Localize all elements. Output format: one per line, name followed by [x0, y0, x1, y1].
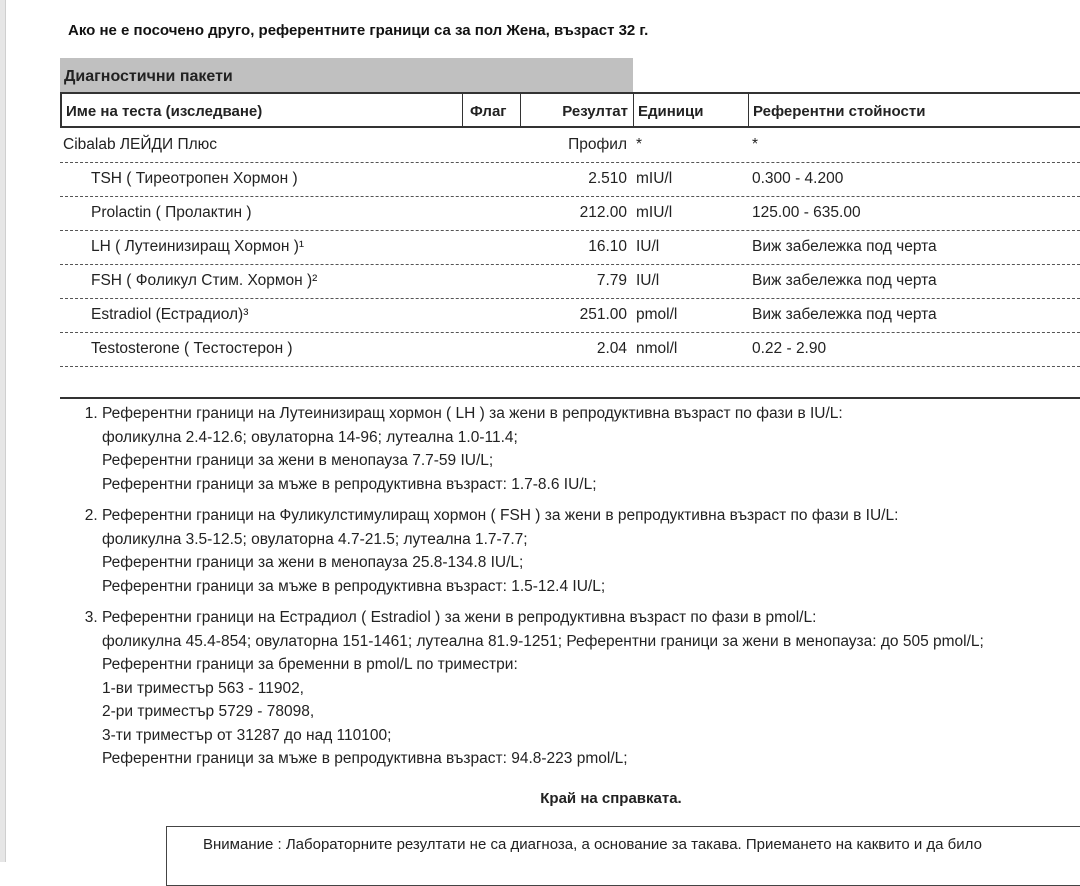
col-units: Единици — [638, 103, 704, 120]
footnote-line: 1-ви триместър 563 - 11902, — [102, 679, 304, 697]
empty-row — [60, 364, 1080, 398]
reference-note: Ако не е посочено друго, референтните граници са за пол Жена, възраст 32 г. — [68, 22, 649, 39]
divider — [520, 94, 521, 126]
footnote-line: Референтни граници за жени в менопауза 25.8-134.8 IU/L; — [102, 554, 524, 571]
units: nmol/l — [636, 340, 678, 357]
reference-range: * — [752, 136, 759, 153]
test-name: Testosterone ( Тестостерон ) — [91, 340, 293, 357]
divider — [462, 94, 463, 126]
units: pmol/l — [636, 306, 678, 323]
reference-range: Виж забележка под черта — [752, 306, 937, 323]
test-name: TSH ( Тиреотропен Хормон ) — [91, 170, 298, 187]
col-flag: Флаг — [470, 103, 507, 120]
result: 16.10 — [588, 238, 627, 255]
test-name: Estradiol (Естрадиол)³ — [91, 306, 249, 323]
units: IU/l — [636, 272, 660, 289]
footnote — [102, 504, 1080, 598]
test-name: FSH ( Фоликул Стим. Хормон )² — [91, 272, 318, 289]
result: Профил — [568, 136, 627, 153]
footnote-line: фоликулна 2.4-12.6; овулаторна 14-96; лутеална 1.0-11.4; — [102, 428, 518, 446]
footnote-line: 2. Референтни граници на Фуликулстимулиращ хормон ( FSH ) за жени в репродуктивна възраст по фази в IU/L: — [102, 507, 899, 524]
table-row — [60, 298, 1080, 333]
footnote-line: Референтни граници за бременни в pmol/L по триместри: — [102, 656, 518, 673]
table-row — [60, 196, 1080, 231]
footnote-line: Референтни граници за мъже в репродуктивна възраст: 94.8-223 pmol/L; — [102, 750, 628, 767]
footnotes — [62, 402, 1080, 779]
reference-range: Виж забележка под черта — [752, 238, 937, 255]
footnote-line: фоликулна 3.5-12.5; овулаторна 4.7-21.5; лутеална 1.7-7.7; — [102, 530, 528, 548]
table-row — [60, 128, 1080, 163]
units: mIU/l — [636, 204, 673, 221]
col-result: Резултат — [562, 103, 628, 120]
reference-range: 0.300 - 4.200 — [752, 170, 844, 187]
result: 2.510 — [588, 170, 627, 187]
table-header — [60, 92, 1080, 128]
divider — [748, 94, 749, 126]
warning-box — [166, 826, 1080, 886]
table-row — [60, 230, 1080, 265]
footnote — [102, 402, 1080, 496]
table-row — [60, 332, 1080, 367]
warning-text: Внимание : Лабораторните резултати не са диагноза, а основание за такава. Приемането на каквито и да било — [203, 836, 982, 853]
footnote-line: 2-ри триместър 5729 - 78098, — [102, 703, 315, 720]
result: 212.00 — [579, 204, 627, 221]
footnote-line: фоликулна 45.4-854; овулаторна 151-1461; лутеална 81.9-1251; Референтни граници за жени в менопауза: до 505 pmol/L; — [102, 632, 984, 650]
footnote-line: 1. Референтни граници на Лутеинизиращ хормон ( LH ) за жени в репродуктивна възраст по фази в IU/L: — [102, 405, 843, 422]
page-left-border — [0, 0, 6, 862]
result: 2.04 — [596, 340, 627, 357]
test-name: LH ( Лутеинизиращ Хормон )¹ — [91, 238, 305, 255]
footnote-line: Референтни граници за жени в менопауза 7.7-59 IU/L; — [102, 452, 494, 469]
result: 7.79 — [596, 272, 627, 289]
end-of-report: Край на справката. — [540, 790, 682, 807]
footnote-line: Референтни граници за мъже в репродуктивна възраст: 1.7-8.6 IU/L; — [102, 475, 597, 493]
footnote-line: 3-ти триместър от 31287 до над 110100; — [102, 726, 392, 744]
col-reference: Референтни стойности — [753, 103, 926, 120]
section-title: Диагностични пакети — [60, 58, 633, 92]
divider — [60, 397, 1080, 399]
divider — [633, 94, 634, 126]
footnote-line: 3. Референтни граници на Естрадиол ( Estradiol ) за жени в репродуктивна възраст по фази в pmol/L: — [102, 609, 817, 626]
footnote — [102, 606, 1080, 771]
footnote-line: Референтни граници за мъже в репродуктивна възраст: 1.5-12.4 IU/L; — [102, 577, 606, 595]
units: mIU/l — [636, 170, 673, 187]
reference-range: 0.22 - 2.90 — [752, 340, 827, 357]
test-name: Prolactin ( Пролактин ) — [91, 204, 252, 221]
table-row — [60, 162, 1080, 197]
reference-range: 125.00 - 635.00 — [752, 204, 861, 221]
col-name: Име на теста (изследване) — [66, 103, 263, 120]
result: 251.00 — [579, 306, 627, 323]
test-name: Cibalab ЛЕЙДИ Плюс — [63, 136, 218, 153]
units: * — [636, 136, 643, 153]
reference-range: Виж забележка под черта — [752, 272, 937, 289]
table-row — [60, 264, 1080, 299]
units: IU/l — [636, 238, 660, 255]
